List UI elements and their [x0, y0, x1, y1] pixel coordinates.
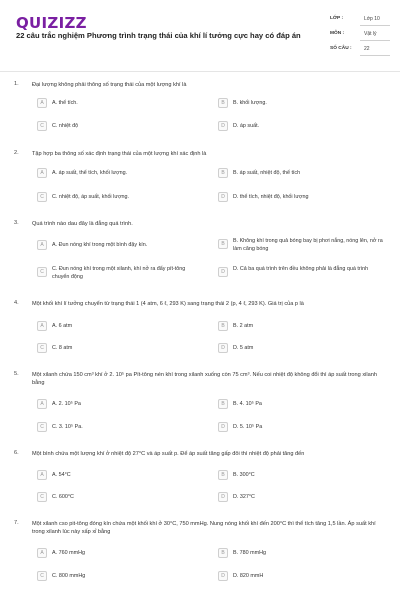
option-key: A — [37, 470, 47, 480]
question-text: Một xilanh cso pit-tông đóng kín chứa một khối khí ở 30°C, 750 mmHg. Nung nóng khối khí đến 200°C thì thể tích tăng 1,5 lần. Áp suất khí trong xilanh lúc này xấp xỉ bằng — [32, 521, 376, 535]
question-text: Quá trình nào dau đây là đẳng quá trình. — [32, 221, 133, 227]
option-text: B. 2 atm — [233, 323, 254, 329]
option-key: B — [218, 168, 228, 178]
option-key: C — [37, 121, 47, 131]
meta-label: LỚP : — [330, 16, 344, 21]
meta-row-class — [330, 14, 392, 28]
quizizz-logo: QUIZIZZ — [16, 14, 87, 32]
worksheet-title: 22 câu trắc nghiệm Phương trình trạng thái của khí lí tưởng cực hay có đáp án — [16, 31, 301, 40]
option-key: A — [37, 98, 47, 108]
question-text: Một bình chứa một lượng khí ở nhiệt độ 27°C và áp suất p. Để áp suất tăng gấp đôi thì nhiệt độ phải tăng đến — [32, 451, 305, 457]
option-key: D — [218, 121, 228, 131]
question-number: 4. — [14, 300, 19, 306]
meta-value: Lớp 10 — [364, 16, 380, 22]
option-text: B. 300°C — [233, 472, 255, 478]
option-text: B. áp suất, nhiệt độ, thể tích — [233, 170, 301, 176]
option-key: A — [37, 548, 47, 558]
option-key: A — [37, 399, 47, 409]
option-key: D — [218, 343, 228, 353]
option-key: D — [218, 492, 228, 502]
option-text: A. áp suất, thể tích, khối lượng. — [52, 170, 128, 176]
option-key: B — [218, 399, 228, 409]
option-text: C. 600°C — [52, 494, 74, 500]
option-key: A — [37, 321, 47, 331]
option-text: A. Đun nóng khí trong một bình đậy kín. — [52, 242, 148, 248]
option-text: D. áp suất. — [233, 123, 260, 129]
option-key: B — [218, 239, 228, 249]
option-key: D — [218, 192, 228, 202]
option-text: A. 760 mmHg — [52, 550, 85, 556]
question-text: Một xilanh chứa 150 cm³ khí ở 2. 10⁵ pa Pít-tông nén khí trong xilanh xuống còn 75 cm³. Nếu coi nhiệt độ không đổi thì áp suất trong xilanh bằng — [32, 372, 377, 386]
option-text: C. nhiệt độ — [52, 123, 79, 129]
option-text: B. Không khí trong quả bóng bay bị phơi nắng, nóng lên, nở ra làm căng bóng — [233, 238, 383, 252]
question-text: Tập hợp ba thông số xác định trạng thái của một lượng khí xác định là — [32, 151, 207, 157]
meta-value: 22 — [364, 46, 370, 52]
option-text: C. 3. 10⁵ Pa. — [52, 424, 83, 430]
question-number: 2. — [14, 150, 19, 156]
option-text: B. khối lượng. — [233, 100, 267, 106]
option-text: D. 5. 10⁵ Pa — [233, 424, 263, 430]
option-text: A. 2. 10⁵ Pa — [52, 401, 81, 407]
meta-row-subject — [330, 29, 392, 43]
question-number: 7. — [14, 520, 19, 526]
question-text: Một khối khí lí tưởng chuyển từ trạng thái 1 (4 atm, 6 ℓ, 293 K) sang trạng thái 2 (p, 4 ℓ, 293 K). Giá trị của p là — [32, 301, 304, 307]
option-key: A — [37, 240, 47, 250]
option-text: D. 5 atm — [233, 345, 254, 351]
meta-value: Vật lý — [364, 31, 377, 37]
option-key: C — [37, 571, 47, 581]
question-number: 3. — [14, 220, 19, 226]
question-number: 5. — [14, 371, 19, 377]
question-text: Đại lượng không phải thông số trạng thái của một lượng khí là — [32, 82, 187, 88]
option-key: A — [37, 168, 47, 178]
option-key: C — [37, 492, 47, 502]
option-key: B — [218, 321, 228, 331]
question-number: 1. — [14, 81, 19, 87]
option-key: B — [218, 98, 228, 108]
option-key: B — [218, 470, 228, 480]
option-key: C — [37, 267, 47, 277]
option-text: C. 800 mmHg — [52, 573, 86, 579]
option-text: D. Cả ba quá trình trên đều không phải là đẳng quá trình — [233, 266, 369, 272]
option-text: C. nhiệt độ, áp suất, khối lượng. — [52, 194, 129, 200]
option-text: D. 327°C — [233, 494, 255, 500]
option-key: C — [37, 343, 47, 353]
question-number: 6. — [14, 450, 19, 456]
option-text: D. thể tích, nhiệt độ, khối lượng — [233, 194, 309, 200]
option-key: C — [37, 192, 47, 202]
meta-label: MÔN : — [330, 31, 345, 36]
meta-underline — [360, 25, 390, 26]
option-key: D — [218, 571, 228, 581]
option-text: D. 820 mmH — [233, 573, 264, 579]
option-key: C — [37, 422, 47, 432]
option-text: A. 6 atm — [52, 323, 73, 329]
option-text: C. 8 atm — [52, 345, 73, 351]
meta-row-count — [330, 44, 392, 58]
meta-label: SỐ CÂU : — [330, 46, 352, 51]
option-key: B — [218, 548, 228, 558]
option-text: A. 54°C — [52, 472, 71, 478]
meta-underline — [360, 40, 390, 41]
option-text: A. thể tích. — [52, 100, 78, 106]
meta-underline — [360, 55, 390, 56]
option-text: B. 780 mmHg — [233, 550, 266, 556]
worksheet-header — [0, 0, 400, 72]
option-key: D — [218, 267, 228, 277]
option-text: B. 4. 10⁵ Pa — [233, 401, 262, 407]
option-key: D — [218, 422, 228, 432]
option-text: C. Đun nóng khí trong một xilanh, khí nở ra đẩy pít-tông chuyển động — [52, 266, 186, 280]
